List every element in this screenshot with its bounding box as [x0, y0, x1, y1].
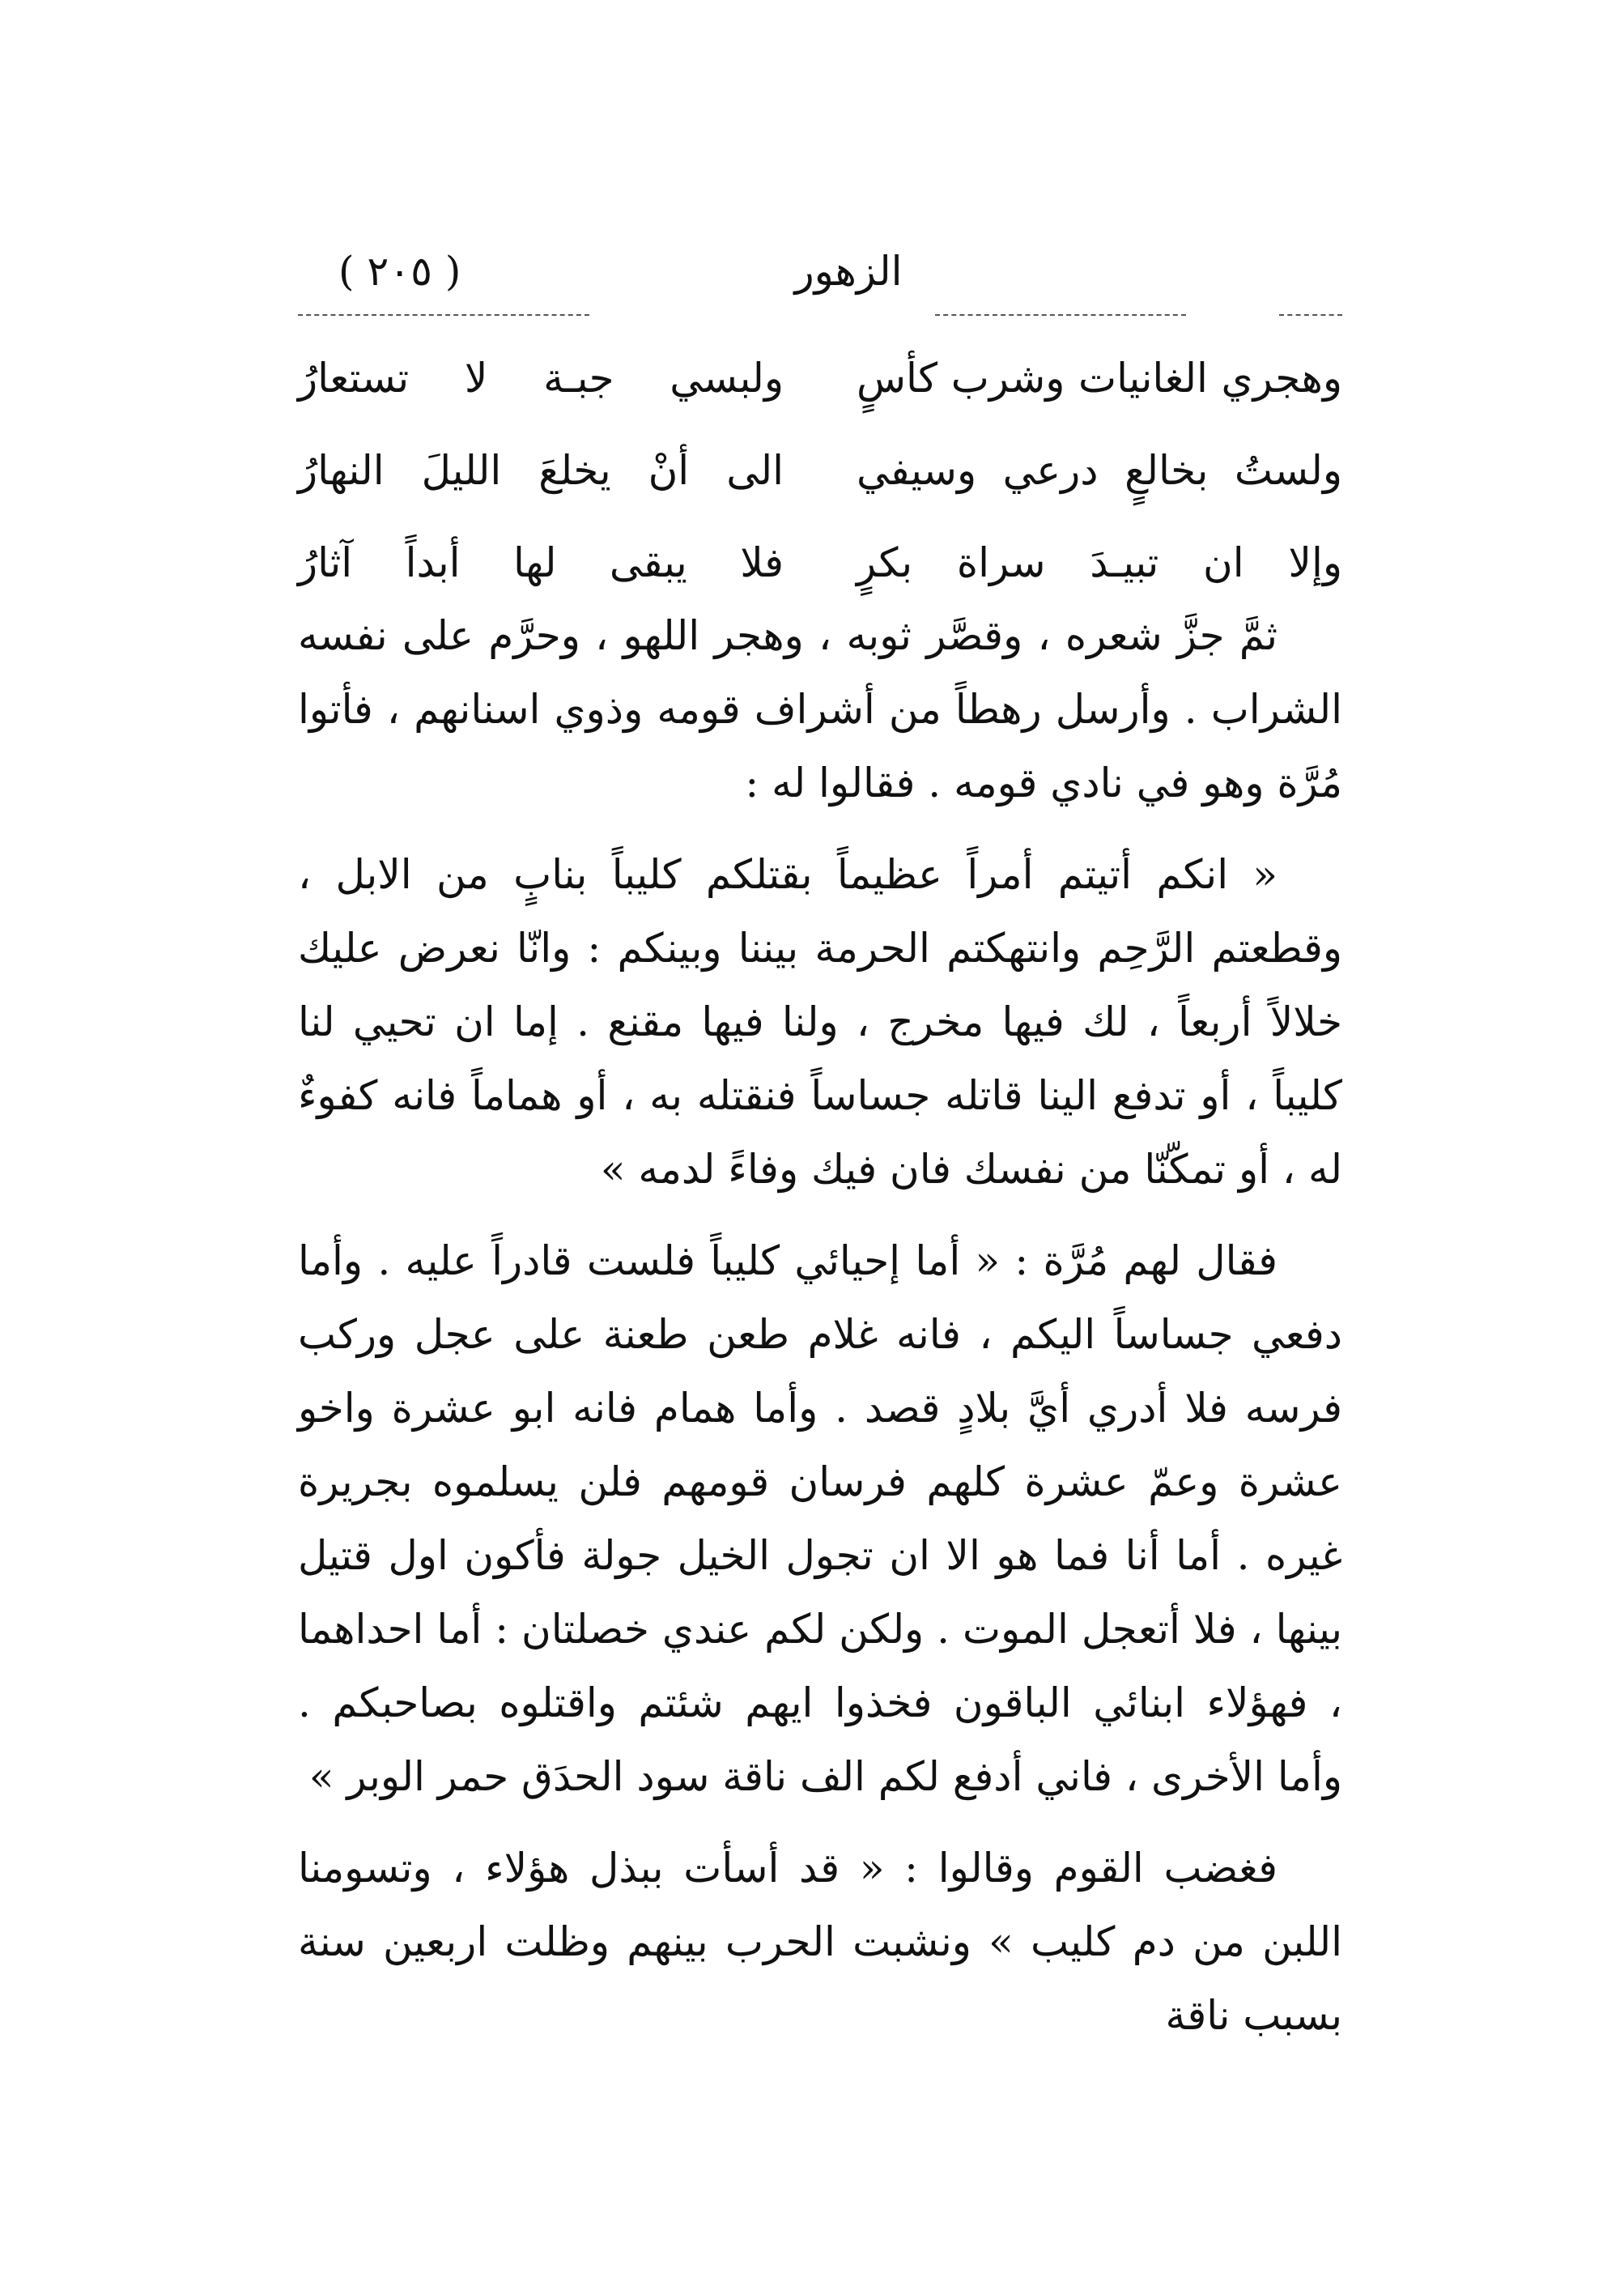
running-title: الزهور: [794, 248, 903, 295]
header-rule: [935, 314, 1186, 316]
poem: [298, 332, 1342, 609]
header-rule: [1279, 314, 1342, 316]
verse-second-hemistich: الى أنْ يخلعَ الليلَ النهارُ: [298, 447, 784, 494]
header-rule: [298, 314, 589, 316]
page-header: [298, 243, 1342, 300]
verse-line: [298, 517, 1342, 609]
page-number: ( ٢٠٥ ): [338, 248, 461, 295]
verse-first-hemistich: وهجري الغانيات وشرب كأسٍ: [857, 355, 1342, 402]
verse-second-hemistich: فلا يبقى لها أبداً آثارُ: [298, 539, 784, 586]
paragraph: فغضب القوم وقالوا : « قد أسأت ببذل هؤلاء ، وتسومنا اللبن من دم كليب » ونشبت الحرب بينهم وظلت اربعين سنة بسبب ناقة: [298, 1845, 1342, 2039]
verse-second-hemistich: ولبسي جبـة لا تستعارُ: [298, 355, 784, 402]
paragraph: فقال لهم مُرَّة : « أما إحيائي كليباً فلست قادراً عليه . وأما دفعي جساساً اليكم ، فانه غلام طعن طعنة على عجل وركب فرسه فلا أدري أيَّ بلادٍ قصد . وأما همام فانه ابو عشرة واخو عشرة وعمّ عشرة كلهم فرسان قومهم فلن يسلموه بجريرة غيره . أما أنا فما هو الا ان تجول الخيل جولة فأكون اول قتيل بينها ، فلا أتعجل الموت . ولكن لكم عندي خصلتان : أما احداهما ، فهؤلاء ابنائي الباقون فخذوا ايهم شئتم واقتلوه بصاحبكم . وأما الأخرى ، فاني أدفع لكم الف ناقة سود الحدَق حمر الوبر »: [298, 1237, 1342, 1800]
paragraph: ثمَّ جزَّ شعره ، وقصَّر ثوبه ، وهجر اللهو ، وحرَّم على نفسه الشراب . وأرسل رهطاً من أشراف قومه وذوي اسنانهم ، فأتوا مُرَّة وهو في نادي قومه . فقالوا له :: [298, 612, 1342, 807]
paragraph: « انكم أتيتم أمراً عظيماً بقتلكم كليباً بنابٍ من الابل ، وقطعتم الرَّحِم وانتهكتم الحرمة بيننا وبينكم : وانّا نعرض عليك خلالاً أربعاً ، لك فيها مخرج ، ولنا فيها مقنع . إما ان تحيي لنا كليباً ، أو تدفع الينا قاتله جساساً فنقتله به ، أو هماماً فانه كفوءٌ له ، أو تمكّنّا من نفسك فان فيك وفاءً لدمه »: [298, 851, 1342, 1193]
verse-line: [298, 332, 1342, 424]
body-text: [298, 599, 1342, 2071]
verse-first-hemistich: وإلا ان تبيـدَ سراة بكرٍ: [857, 539, 1342, 586]
verse-first-hemistich: ولستُ بخالعٍ درعي وسيفي: [857, 447, 1342, 494]
verse-line: [298, 424, 1342, 517]
